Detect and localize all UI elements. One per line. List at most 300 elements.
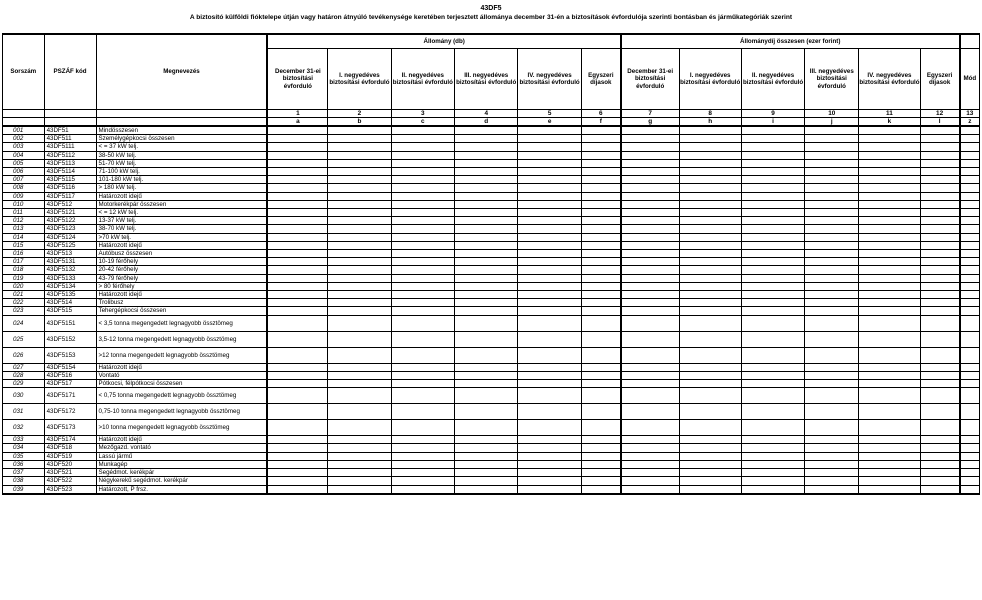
value-cell[interactable] xyxy=(960,469,980,477)
value-cell[interactable] xyxy=(621,274,679,282)
value-cell[interactable] xyxy=(328,363,391,371)
value-cell[interactable] xyxy=(391,436,454,444)
value-cell[interactable] xyxy=(581,126,621,135)
value-cell[interactable] xyxy=(267,250,327,258)
value-cell[interactable] xyxy=(581,258,621,266)
value-cell[interactable] xyxy=(581,291,621,299)
value-cell[interactable] xyxy=(518,436,581,444)
value-cell[interactable] xyxy=(391,184,454,192)
value-cell[interactable] xyxy=(518,347,581,363)
value-cell[interactable] xyxy=(455,460,518,468)
value-cell[interactable] xyxy=(455,347,518,363)
value-cell[interactable] xyxy=(805,307,859,315)
value-cell[interactable] xyxy=(267,135,327,143)
value-cell[interactable] xyxy=(518,444,581,452)
value-cell[interactable] xyxy=(581,485,621,494)
value-cell[interactable] xyxy=(267,217,327,225)
value-cell[interactable] xyxy=(679,143,741,151)
value-cell[interactable] xyxy=(518,371,581,379)
value-cell[interactable] xyxy=(679,217,741,225)
value-cell[interactable] xyxy=(621,485,679,494)
value-cell[interactable] xyxy=(960,331,980,347)
value-cell[interactable] xyxy=(859,184,920,192)
value-cell[interactable] xyxy=(455,380,518,388)
value-cell[interactable] xyxy=(518,250,581,258)
value-cell[interactable] xyxy=(621,209,679,217)
value-cell[interactable] xyxy=(805,282,859,290)
value-cell[interactable] xyxy=(679,209,741,217)
value-cell[interactable] xyxy=(328,307,391,315)
value-cell[interactable] xyxy=(679,184,741,192)
value-cell[interactable] xyxy=(621,135,679,143)
value-cell[interactable] xyxy=(920,135,960,143)
value-cell[interactable] xyxy=(581,184,621,192)
value-cell[interactable] xyxy=(960,143,980,151)
value-cell[interactable] xyxy=(267,266,327,274)
value-cell[interactable] xyxy=(741,404,804,420)
value-cell[interactable] xyxy=(805,331,859,347)
value-cell[interactable] xyxy=(920,184,960,192)
value-cell[interactable] xyxy=(581,250,621,258)
value-cell[interactable] xyxy=(518,388,581,404)
value-cell[interactable] xyxy=(455,436,518,444)
value-cell[interactable] xyxy=(455,282,518,290)
value-cell[interactable] xyxy=(455,363,518,371)
value-cell[interactable] xyxy=(267,291,327,299)
value-cell[interactable] xyxy=(920,331,960,347)
value-cell[interactable] xyxy=(518,363,581,371)
value-cell[interactable] xyxy=(391,151,454,159)
value-cell[interactable] xyxy=(741,291,804,299)
value-cell[interactable] xyxy=(328,200,391,208)
value-cell[interactable] xyxy=(328,143,391,151)
value-cell[interactable] xyxy=(328,176,391,184)
value-cell[interactable] xyxy=(920,151,960,159)
value-cell[interactable] xyxy=(581,299,621,307)
value-cell[interactable] xyxy=(679,404,741,420)
value-cell[interactable] xyxy=(328,282,391,290)
value-cell[interactable] xyxy=(920,274,960,282)
value-cell[interactable] xyxy=(859,404,920,420)
value-cell[interactable] xyxy=(518,331,581,347)
value-cell[interactable] xyxy=(621,184,679,192)
value-cell[interactable] xyxy=(267,452,327,460)
value-cell[interactable] xyxy=(328,151,391,159)
value-cell[interactable] xyxy=(805,485,859,494)
value-cell[interactable] xyxy=(805,159,859,167)
value-cell[interactable] xyxy=(805,363,859,371)
value-cell[interactable] xyxy=(267,274,327,282)
value-cell[interactable] xyxy=(960,135,980,143)
value-cell[interactable] xyxy=(679,477,741,485)
value-cell[interactable] xyxy=(581,200,621,208)
value-cell[interactable] xyxy=(455,274,518,282)
value-cell[interactable] xyxy=(391,363,454,371)
value-cell[interactable] xyxy=(960,420,980,436)
value-cell[interactable] xyxy=(518,380,581,388)
value-cell[interactable] xyxy=(328,436,391,444)
value-cell[interactable] xyxy=(805,126,859,135)
value-cell[interactable] xyxy=(920,168,960,176)
value-cell[interactable] xyxy=(267,307,327,315)
value-cell[interactable] xyxy=(391,266,454,274)
value-cell[interactable] xyxy=(741,168,804,176)
value-cell[interactable] xyxy=(679,347,741,363)
value-cell[interactable] xyxy=(518,469,581,477)
value-cell[interactable] xyxy=(391,388,454,404)
value-cell[interactable] xyxy=(455,135,518,143)
value-cell[interactable] xyxy=(679,176,741,184)
value-cell[interactable] xyxy=(581,168,621,176)
value-cell[interactable] xyxy=(960,363,980,371)
value-cell[interactable] xyxy=(391,225,454,233)
value-cell[interactable] xyxy=(455,168,518,176)
value-cell[interactable] xyxy=(741,460,804,468)
value-cell[interactable] xyxy=(960,347,980,363)
value-cell[interactable] xyxy=(621,176,679,184)
value-cell[interactable] xyxy=(805,452,859,460)
value-cell[interactable] xyxy=(267,143,327,151)
value-cell[interactable] xyxy=(328,266,391,274)
value-cell[interactable] xyxy=(960,266,980,274)
value-cell[interactable] xyxy=(391,258,454,266)
value-cell[interactable] xyxy=(805,347,859,363)
value-cell[interactable] xyxy=(621,241,679,249)
value-cell[interactable] xyxy=(267,469,327,477)
value-cell[interactable] xyxy=(391,143,454,151)
value-cell[interactable] xyxy=(328,291,391,299)
value-cell[interactable] xyxy=(920,282,960,290)
value-cell[interactable] xyxy=(455,307,518,315)
value-cell[interactable] xyxy=(679,233,741,241)
value-cell[interactable] xyxy=(455,371,518,379)
value-cell[interactable] xyxy=(859,151,920,159)
value-cell[interactable] xyxy=(741,241,804,249)
value-cell[interactable] xyxy=(920,143,960,151)
value-cell[interactable] xyxy=(859,200,920,208)
value-cell[interactable] xyxy=(960,184,980,192)
value-cell[interactable] xyxy=(741,485,804,494)
value-cell[interactable] xyxy=(391,168,454,176)
value-cell[interactable] xyxy=(621,420,679,436)
value-cell[interactable] xyxy=(960,380,980,388)
value-cell[interactable] xyxy=(455,184,518,192)
value-cell[interactable] xyxy=(328,299,391,307)
value-cell[interactable] xyxy=(859,159,920,167)
value-cell[interactable] xyxy=(920,363,960,371)
value-cell[interactable] xyxy=(455,452,518,460)
value-cell[interactable] xyxy=(391,469,454,477)
value-cell[interactable] xyxy=(741,151,804,159)
value-cell[interactable] xyxy=(679,126,741,135)
value-cell[interactable] xyxy=(859,307,920,315)
value-cell[interactable] xyxy=(455,258,518,266)
value-cell[interactable] xyxy=(805,291,859,299)
value-cell[interactable] xyxy=(267,347,327,363)
value-cell[interactable] xyxy=(621,331,679,347)
value-cell[interactable] xyxy=(805,436,859,444)
value-cell[interactable] xyxy=(859,331,920,347)
value-cell[interactable] xyxy=(741,209,804,217)
value-cell[interactable] xyxy=(621,233,679,241)
value-cell[interactable] xyxy=(920,126,960,135)
value-cell[interactable] xyxy=(960,258,980,266)
value-cell[interactable] xyxy=(805,192,859,200)
value-cell[interactable] xyxy=(267,258,327,266)
value-cell[interactable] xyxy=(741,477,804,485)
value-cell[interactable] xyxy=(805,217,859,225)
value-cell[interactable] xyxy=(859,420,920,436)
value-cell[interactable] xyxy=(859,347,920,363)
value-cell[interactable] xyxy=(518,452,581,460)
value-cell[interactable] xyxy=(805,266,859,274)
value-cell[interactable] xyxy=(859,143,920,151)
value-cell[interactable] xyxy=(455,225,518,233)
value-cell[interactable] xyxy=(920,460,960,468)
value-cell[interactable] xyxy=(960,200,980,208)
value-cell[interactable] xyxy=(267,363,327,371)
value-cell[interactable] xyxy=(455,192,518,200)
value-cell[interactable] xyxy=(581,143,621,151)
value-cell[interactable] xyxy=(960,192,980,200)
value-cell[interactable] xyxy=(391,291,454,299)
value-cell[interactable] xyxy=(859,274,920,282)
value-cell[interactable] xyxy=(328,126,391,135)
value-cell[interactable] xyxy=(859,460,920,468)
value-cell[interactable] xyxy=(455,266,518,274)
value-cell[interactable] xyxy=(741,135,804,143)
value-cell[interactable] xyxy=(581,331,621,347)
value-cell[interactable] xyxy=(455,477,518,485)
value-cell[interactable] xyxy=(518,143,581,151)
value-cell[interactable] xyxy=(581,233,621,241)
value-cell[interactable] xyxy=(679,388,741,404)
value-cell[interactable] xyxy=(960,217,980,225)
value-cell[interactable] xyxy=(920,200,960,208)
value-cell[interactable] xyxy=(741,444,804,452)
value-cell[interactable] xyxy=(805,225,859,233)
value-cell[interactable] xyxy=(621,159,679,167)
value-cell[interactable] xyxy=(859,233,920,241)
value-cell[interactable] xyxy=(267,331,327,347)
value-cell[interactable] xyxy=(859,209,920,217)
value-cell[interactable] xyxy=(518,315,581,331)
value-cell[interactable] xyxy=(960,159,980,167)
value-cell[interactable] xyxy=(859,258,920,266)
value-cell[interactable] xyxy=(679,135,741,143)
value-cell[interactable] xyxy=(679,266,741,274)
value-cell[interactable] xyxy=(328,444,391,452)
value-cell[interactable] xyxy=(267,176,327,184)
value-cell[interactable] xyxy=(741,436,804,444)
value-cell[interactable] xyxy=(455,126,518,135)
value-cell[interactable] xyxy=(805,258,859,266)
value-cell[interactable] xyxy=(621,250,679,258)
value-cell[interactable] xyxy=(805,388,859,404)
value-cell[interactable] xyxy=(805,315,859,331)
value-cell[interactable] xyxy=(581,241,621,249)
value-cell[interactable] xyxy=(920,217,960,225)
value-cell[interactable] xyxy=(328,250,391,258)
value-cell[interactable] xyxy=(741,233,804,241)
value-cell[interactable] xyxy=(391,331,454,347)
value-cell[interactable] xyxy=(920,209,960,217)
value-cell[interactable] xyxy=(328,184,391,192)
value-cell[interactable] xyxy=(679,225,741,233)
value-cell[interactable] xyxy=(920,444,960,452)
value-cell[interactable] xyxy=(455,159,518,167)
value-cell[interactable] xyxy=(960,315,980,331)
value-cell[interactable] xyxy=(267,282,327,290)
value-cell[interactable] xyxy=(455,217,518,225)
value-cell[interactable] xyxy=(581,452,621,460)
value-cell[interactable] xyxy=(960,477,980,485)
value-cell[interactable] xyxy=(267,168,327,176)
value-cell[interactable] xyxy=(621,388,679,404)
value-cell[interactable] xyxy=(621,143,679,151)
value-cell[interactable] xyxy=(328,477,391,485)
value-cell[interactable] xyxy=(518,135,581,143)
value-cell[interactable] xyxy=(581,315,621,331)
value-cell[interactable] xyxy=(328,485,391,494)
value-cell[interactable] xyxy=(518,307,581,315)
value-cell[interactable] xyxy=(455,315,518,331)
value-cell[interactable] xyxy=(328,209,391,217)
value-cell[interactable] xyxy=(741,184,804,192)
value-cell[interactable] xyxy=(805,274,859,282)
value-cell[interactable] xyxy=(391,241,454,249)
value-cell[interactable] xyxy=(455,200,518,208)
value-cell[interactable] xyxy=(581,380,621,388)
value-cell[interactable] xyxy=(741,299,804,307)
value-cell[interactable] xyxy=(741,266,804,274)
value-cell[interactable] xyxy=(391,250,454,258)
value-cell[interactable] xyxy=(518,217,581,225)
value-cell[interactable] xyxy=(455,331,518,347)
value-cell[interactable] xyxy=(621,192,679,200)
value-cell[interactable] xyxy=(920,371,960,379)
value-cell[interactable] xyxy=(267,225,327,233)
value-cell[interactable] xyxy=(621,477,679,485)
value-cell[interactable] xyxy=(391,315,454,331)
value-cell[interactable] xyxy=(960,444,980,452)
value-cell[interactable] xyxy=(679,485,741,494)
value-cell[interactable] xyxy=(859,388,920,404)
value-cell[interactable] xyxy=(960,250,980,258)
value-cell[interactable] xyxy=(679,250,741,258)
value-cell[interactable] xyxy=(679,420,741,436)
value-cell[interactable] xyxy=(328,159,391,167)
value-cell[interactable] xyxy=(581,209,621,217)
value-cell[interactable] xyxy=(859,315,920,331)
value-cell[interactable] xyxy=(391,282,454,290)
value-cell[interactable] xyxy=(621,307,679,315)
value-cell[interactable] xyxy=(391,200,454,208)
value-cell[interactable] xyxy=(741,274,804,282)
value-cell[interactable] xyxy=(960,388,980,404)
value-cell[interactable] xyxy=(679,282,741,290)
value-cell[interactable] xyxy=(391,274,454,282)
value-cell[interactable] xyxy=(328,452,391,460)
value-cell[interactable] xyxy=(859,225,920,233)
value-cell[interactable] xyxy=(920,159,960,167)
value-cell[interactable] xyxy=(328,460,391,468)
value-cell[interactable] xyxy=(581,225,621,233)
value-cell[interactable] xyxy=(328,404,391,420)
value-cell[interactable] xyxy=(920,420,960,436)
value-cell[interactable] xyxy=(581,307,621,315)
value-cell[interactable] xyxy=(391,485,454,494)
value-cell[interactable] xyxy=(960,126,980,135)
value-cell[interactable] xyxy=(518,241,581,249)
value-cell[interactable] xyxy=(621,217,679,225)
value-cell[interactable] xyxy=(581,274,621,282)
value-cell[interactable] xyxy=(920,347,960,363)
value-cell[interactable] xyxy=(741,347,804,363)
value-cell[interactable] xyxy=(805,168,859,176)
value-cell[interactable] xyxy=(859,363,920,371)
value-cell[interactable] xyxy=(267,485,327,494)
value-cell[interactable] xyxy=(328,241,391,249)
value-cell[interactable] xyxy=(920,485,960,494)
value-cell[interactable] xyxy=(679,159,741,167)
value-cell[interactable] xyxy=(455,404,518,420)
value-cell[interactable] xyxy=(391,347,454,363)
value-cell[interactable] xyxy=(805,477,859,485)
value-cell[interactable] xyxy=(391,135,454,143)
value-cell[interactable] xyxy=(518,168,581,176)
value-cell[interactable] xyxy=(328,347,391,363)
value-cell[interactable] xyxy=(741,380,804,388)
value-cell[interactable] xyxy=(960,168,980,176)
value-cell[interactable] xyxy=(679,291,741,299)
value-cell[interactable] xyxy=(267,460,327,468)
value-cell[interactable] xyxy=(741,126,804,135)
value-cell[interactable] xyxy=(267,371,327,379)
value-cell[interactable] xyxy=(581,436,621,444)
value-cell[interactable] xyxy=(920,380,960,388)
value-cell[interactable] xyxy=(267,444,327,452)
value-cell[interactable] xyxy=(267,159,327,167)
value-cell[interactable] xyxy=(741,371,804,379)
value-cell[interactable] xyxy=(679,241,741,249)
value-cell[interactable] xyxy=(741,363,804,371)
value-cell[interactable] xyxy=(518,184,581,192)
value-cell[interactable] xyxy=(960,176,980,184)
value-cell[interactable] xyxy=(859,266,920,274)
value-cell[interactable] xyxy=(805,404,859,420)
value-cell[interactable] xyxy=(621,347,679,363)
value-cell[interactable] xyxy=(518,225,581,233)
value-cell[interactable] xyxy=(581,477,621,485)
value-cell[interactable] xyxy=(859,436,920,444)
value-cell[interactable] xyxy=(920,176,960,184)
value-cell[interactable] xyxy=(960,452,980,460)
value-cell[interactable] xyxy=(518,477,581,485)
value-cell[interactable] xyxy=(859,126,920,135)
value-cell[interactable] xyxy=(679,371,741,379)
value-cell[interactable] xyxy=(621,282,679,290)
value-cell[interactable] xyxy=(741,200,804,208)
value-cell[interactable] xyxy=(859,192,920,200)
value-cell[interactable] xyxy=(960,282,980,290)
value-cell[interactable] xyxy=(920,225,960,233)
value-cell[interactable] xyxy=(267,151,327,159)
value-cell[interactable] xyxy=(859,282,920,290)
value-cell[interactable] xyxy=(960,241,980,249)
value-cell[interactable] xyxy=(859,485,920,494)
value-cell[interactable] xyxy=(960,460,980,468)
